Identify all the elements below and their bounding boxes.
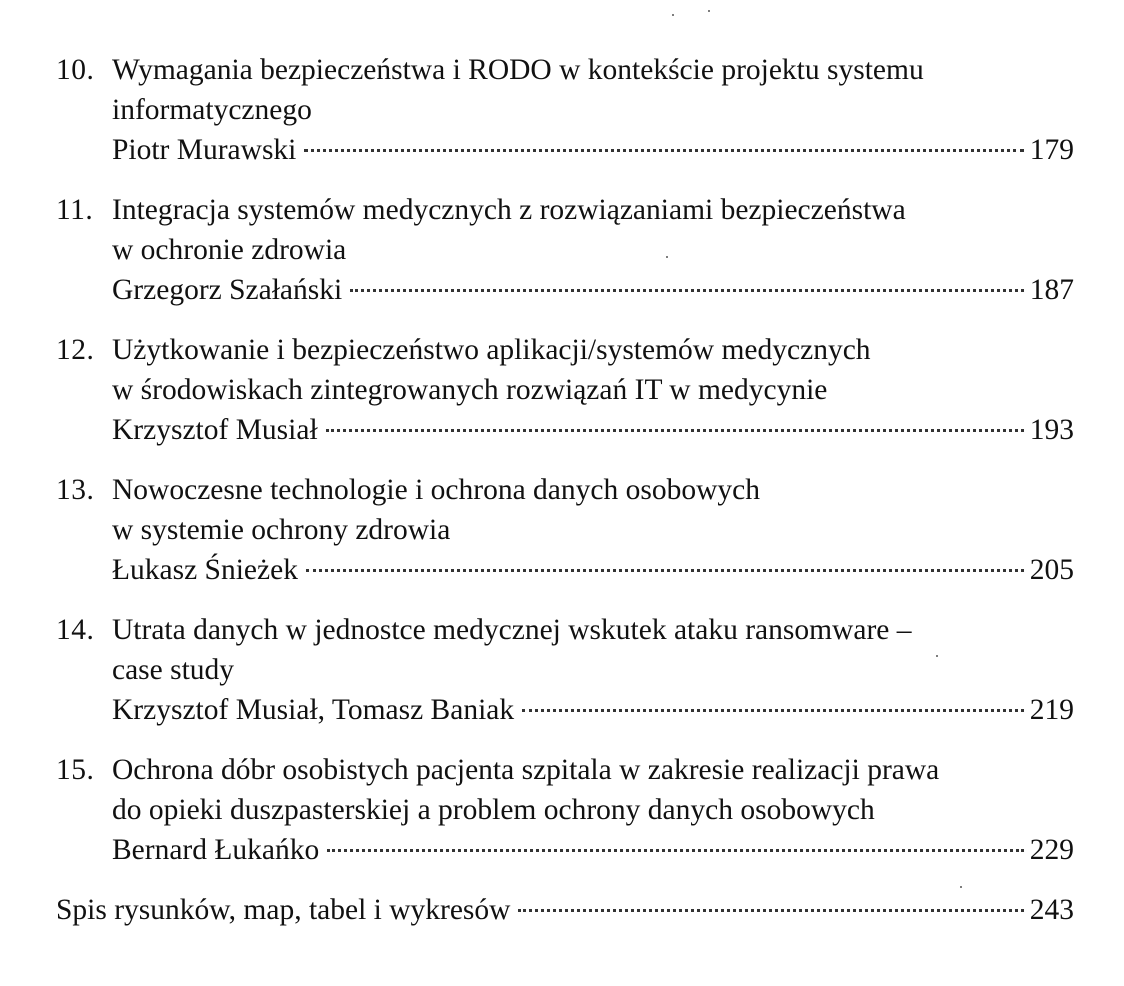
- entry-title-line: w środowiskach zintegrowanych rozwiązań IT w medycynie: [112, 374, 828, 406]
- entry-title-line: Wymagania bezpieczeństwa i RODO w kontekście projektu systemu: [112, 54, 924, 86]
- entry-title-line: do opieki duszpasterskiej a problem ochrony danych osobowych: [112, 794, 875, 826]
- entry-title-line: case study: [112, 654, 235, 686]
- entry-author: Grzegorz Szałański: [112, 274, 343, 306]
- toc-entry-13: [56, 470, 1074, 590]
- entry-page-number: 205: [1029, 554, 1074, 586]
- entry-author: Piotr Murawski: [112, 134, 297, 166]
- toc-entry-list-of-figures: [56, 890, 1074, 930]
- entry-author-line: [112, 830, 1074, 870]
- entry-title-line: informatycznego: [112, 94, 312, 126]
- dot-leader: [304, 149, 1023, 152]
- entry-title-line: Utrata danych w jednostce medycznej wskutek ataku ransomware –: [112, 614, 912, 646]
- entry-title-line: Integracja systemów medycznych z rozwiązaniami bezpieczeństwa: [112, 194, 906, 226]
- entry-page-number: 243: [1029, 894, 1074, 926]
- scan-speck: [666, 256, 668, 258]
- entry-author-line: [112, 410, 1074, 450]
- entry-title: Spis rysunków, map, tabel i wykresów: [56, 894, 511, 926]
- entry-title-line: w ochronie zdrowia: [112, 234, 347, 266]
- entry-number: 12.: [56, 334, 95, 366]
- entry-number: 13.: [56, 474, 95, 506]
- toc-entry-14: [56, 610, 1074, 730]
- entry-title-line: Nowoczesne technologie i ochrona danych osobowych: [112, 474, 760, 506]
- dot-leader: [326, 429, 1024, 432]
- toc-entry-15: [56, 750, 1074, 870]
- entry-author-line: [112, 130, 1074, 170]
- entry-number: 14.: [56, 614, 95, 646]
- entry-author: Krzysztof Musiał, Tomasz Baniak: [112, 694, 515, 726]
- scan-speck: [936, 655, 938, 657]
- dot-leader: [306, 569, 1024, 572]
- entry-page-number: 187: [1029, 274, 1074, 306]
- toc-entry-11: [56, 190, 1074, 310]
- entry-author: Łukasz Śnieżek: [112, 554, 298, 586]
- scan-speck: [708, 10, 710, 12]
- scan-speck: [960, 886, 962, 888]
- table-of-contents: [56, 50, 1074, 950]
- dot-leader: [522, 709, 1024, 712]
- entry-page-number: 229: [1029, 834, 1074, 866]
- dot-leader: [327, 849, 1024, 852]
- entry-page-number: 193: [1029, 414, 1074, 446]
- dot-leader: [518, 909, 1023, 912]
- toc-entry-10: [56, 50, 1074, 170]
- entry-title-line: Ochrona dóbr osobistych pacjenta szpitala w zakresie realizacji prawa: [112, 754, 940, 786]
- entry-number: 15.: [56, 754, 95, 786]
- scan-speck: [672, 14, 674, 16]
- entry-author-line: [112, 270, 1074, 310]
- entry-title-line: w systemie ochrony zdrowia: [112, 514, 451, 546]
- dot-leader: [350, 289, 1024, 292]
- entry-author-line: [112, 550, 1074, 590]
- entry-page-number: 179: [1029, 134, 1074, 166]
- entry-title-line: [56, 890, 1074, 930]
- entry-title-line: Użytkowanie i bezpieczeństwo aplikacji/systemów medycznych: [112, 334, 871, 366]
- toc-entry-12: [56, 330, 1074, 450]
- entry-number: 10.: [56, 54, 95, 86]
- entry-author: Bernard Łukańko: [112, 834, 320, 866]
- entry-author-line: [112, 690, 1074, 730]
- entry-number: 11.: [56, 194, 94, 226]
- entry-page-number: 219: [1029, 694, 1074, 726]
- entry-author: Krzysztof Musiał: [112, 414, 318, 446]
